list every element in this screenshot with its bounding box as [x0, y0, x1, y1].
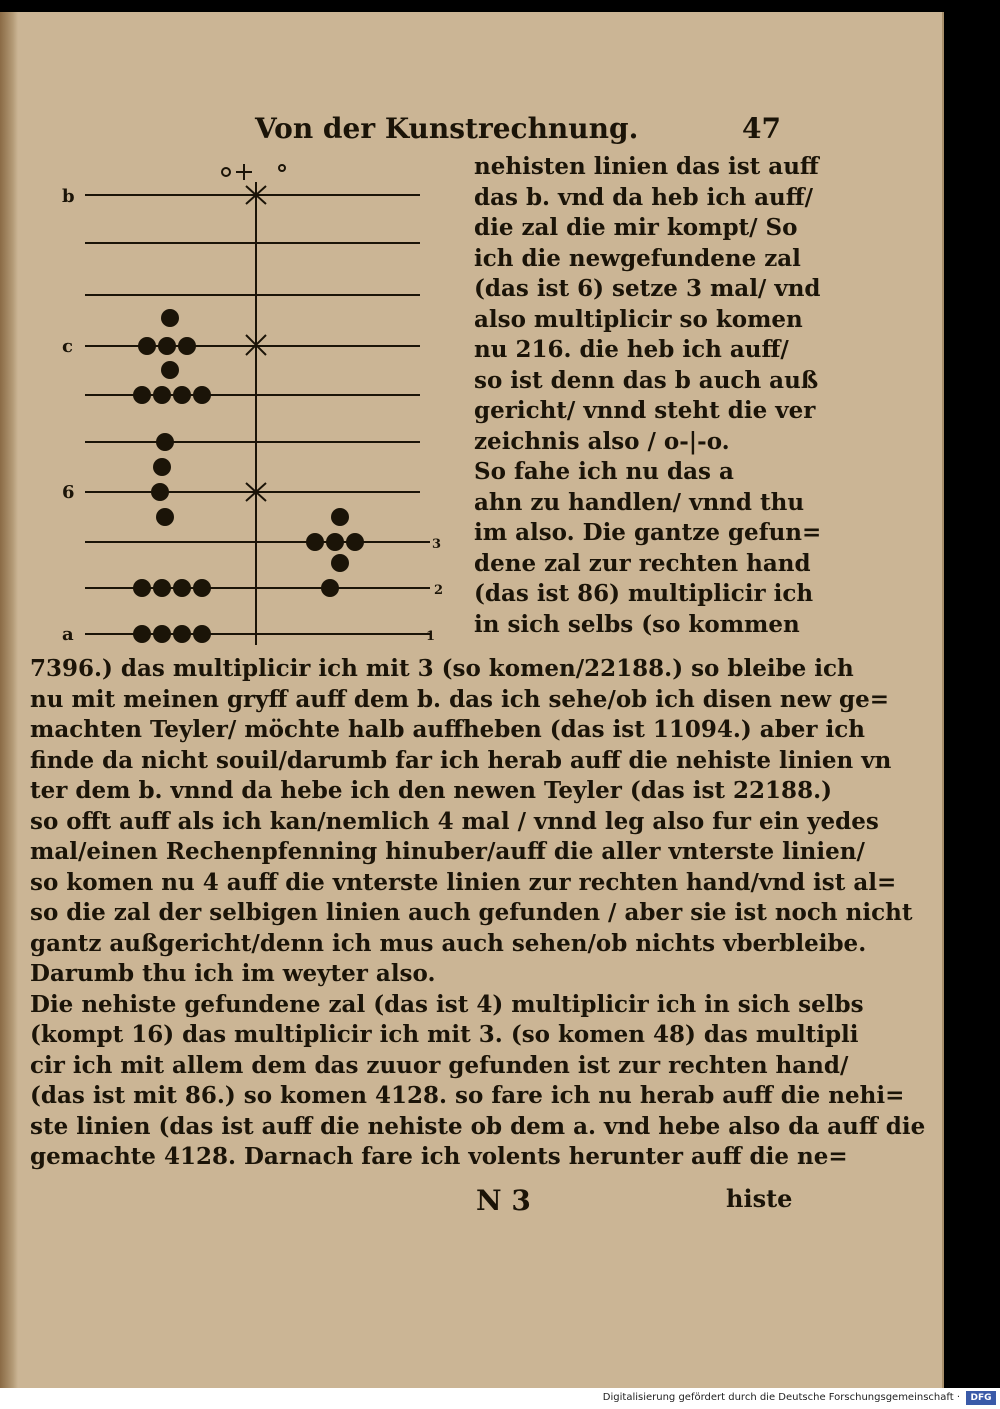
text-line: im also. Die gantze gefun=	[474, 519, 822, 546]
right-label-2: 2	[434, 583, 444, 598]
text-line: So fahe ich nu das a	[474, 458, 734, 485]
full-width-text	[30, 654, 926, 1173]
funding-credit: Digitalisierung gefördert durch die Deutsche Forschungsgemeinschaft ·	[602, 1392, 960, 1403]
text-line: ahn zu handlen/ vnnd thu	[474, 488, 805, 516]
text-line: gantz außgericht/denn ich mus auch sehen/ob nichts vberbleibe.	[30, 929, 867, 957]
text-line: ter dem b. vnnd da hebe ich den newen Teyler (das ist 22188.)	[30, 777, 832, 804]
text-line: ich die newgefundene zal	[474, 244, 801, 272]
signature-mark: N 3	[476, 1184, 531, 1217]
text-line: das b. vnd da heb ich auff/	[474, 183, 814, 211]
text-line: gemachte 4128. Darnach fare ich volents herunter auff die ne=	[30, 1143, 848, 1170]
header-title: Von der Kunstrechnung.	[255, 112, 639, 145]
running-header	[255, 112, 795, 152]
text-line: (das ist mit 86.) so komen 4128. so fare ich nu herab auff die nehi=	[30, 1082, 905, 1109]
text-line: die zal die mir kompt/ So	[474, 214, 798, 241]
text-line: Die nehiste gefundene zal (das ist 4) multiplicir ich in sich selbs	[30, 990, 864, 1018]
text-line: cir ich mit allem dem das zuuor gefunden ist zur rechten hand/	[30, 1051, 849, 1079]
text-line: nu 216. die heb ich auff/	[474, 336, 789, 363]
text-line: nehisten linien das ist auff	[474, 153, 819, 180]
counting-board-diagram	[50, 150, 450, 650]
dfg-logo: DFG	[966, 1391, 996, 1405]
text-line: (das ist 86) multiplicir ich	[474, 580, 814, 607]
text-line: zeichnis also / o-|-o.	[474, 427, 730, 455]
text-line: so ist denn das b auch auß	[474, 366, 819, 394]
row-label-c: c	[62, 336, 73, 357]
text-line: (kompt 16) das multiplicir ich mit 3. (so komen 48) das multipli	[30, 1021, 859, 1048]
text-line: gericht/ vnnd steht die ver	[474, 397, 816, 424]
text-line: also multiplicir so komen	[474, 305, 803, 333]
row-label-b: b	[62, 186, 75, 207]
text-line: ste linien (das ist auff die nehiste ob dem a. vnd hebe also da auff die	[30, 1112, 926, 1140]
text-line: mal/einen Rechenpfenning hinuber/auff die aller vnterste linien/	[30, 838, 865, 865]
page-gutter-shadow	[0, 12, 18, 1388]
text-line: machten Teyler/ möchte halb auffheben (das ist 11094.) aber ich	[30, 716, 866, 743]
right-label-1: 1	[426, 629, 436, 644]
text-line: (das ist 6) setze 3 mal/ vnd	[474, 275, 821, 302]
right-label-3: 3	[432, 537, 442, 552]
text-line: 7396.) das multiplicir ich mit 3 (so komen/22188.) so bleibe ich	[30, 655, 854, 682]
text-line: nu mit meinen gryff auff dem b. das ich sehe/ob ich disen new ge=	[30, 685, 889, 713]
footer-bar	[0, 1388, 1000, 1409]
text-line: finde da nicht souil/darumb far ich herab auff die nehiste linien vn	[30, 746, 892, 774]
text-line: so komen nu 4 auff die vnterste linien zur rechten hand/vnd ist al=	[30, 868, 897, 896]
row-label-6: 6	[62, 482, 75, 503]
catchword: histe	[726, 1184, 793, 1213]
row-label-a: a	[62, 624, 74, 645]
text-line: so die zal der selbigen linien auch gefunden / aber sie ist noch nicht	[30, 899, 913, 926]
page-number: 47	[742, 112, 781, 145]
text-line: dene zal zur rechten hand	[474, 549, 811, 577]
text-line: in sich selbs (so kommen	[474, 610, 800, 638]
text-line: so offt auff als ich kan/nemlich 4 mal / vnnd leg also fur ein yedes	[30, 807, 879, 835]
text-line: Darumb thu ich im weyter also.	[30, 960, 436, 987]
narrow-text-column	[474, 152, 822, 640]
